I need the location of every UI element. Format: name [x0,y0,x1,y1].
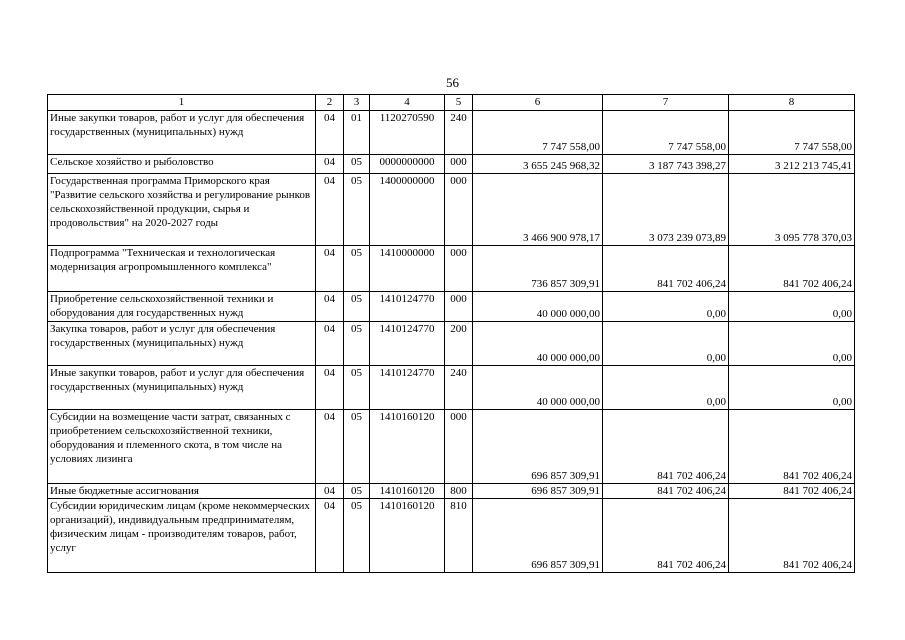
section-code-cell: 04 [316,246,344,292]
subsection-code-cell: 05 [344,155,370,174]
subsection-code-cell: 05 [344,499,370,573]
amount-cell: 841 702 406,24 [603,246,729,292]
expense-type-code-cell: 800 [445,484,473,499]
amount-cell: 0,00 [603,366,729,410]
row-name-cell: Иные бюджетные ассигнования [48,484,316,499]
subsection-code-cell: 05 [344,366,370,410]
header-cell: 6 [473,95,603,111]
header-cell: 7 [603,95,729,111]
header-cell: 8 [729,95,855,111]
section-code-cell: 04 [316,111,344,155]
section-code-cell: 04 [316,155,344,174]
amount-cell: 841 702 406,24 [603,499,729,573]
subsection-code-cell: 05 [344,322,370,366]
section-code-cell: 04 [316,292,344,322]
row-name-cell: Сельское хозяйство и рыболовство [48,155,316,174]
row-name-cell: Иные закупки товаров, работ и услуг для обеспечения государственных (муниципальных) нужд [48,111,316,155]
header-cell: 4 [370,95,445,111]
row-name-cell: Приобретение сельскохозяйственной техники и оборудования для государственных нужд [48,292,316,322]
target-item-code-cell: 1410160120 [370,484,445,499]
row-name-cell: Закупка товаров, работ и услуг для обеспечения государственных (муниципальных) нужд [48,322,316,366]
expense-type-code-cell: 000 [445,246,473,292]
page-number: 56 [446,75,459,90]
amount-cell: 7 747 558,00 [729,111,855,155]
amount-cell: 0,00 [603,322,729,366]
amount-cell: 841 702 406,24 [603,484,729,499]
table-row [48,174,855,246]
amount-cell: 736 857 309,91 [473,246,603,292]
subsection-code-cell: 05 [344,246,370,292]
amount-cell: 7 747 558,00 [473,111,603,155]
header-cell: 5 [445,95,473,111]
amount-cell: 3 466 900 978,17 [473,174,603,246]
row-name-cell: Подпрограмма "Техническая и технологическая модернизация агропромышленного комплекса" [48,246,316,292]
section-code-cell: 04 [316,410,344,484]
table-row [48,366,855,410]
row-name-cell: Субсидии юридическим лицам (кроме некоммерческих организаций), индивидуальным предпринимателям, физическим лицам - производителям товаров, работ, услуг [48,499,316,573]
row-name-cell: Государственная программа Приморского края "Развитие сельского хозяйства и регулирование рынков сельскохозяйственной продукции, сырья и продовольствия" на 2020-2027 годы [48,174,316,246]
table-row [48,322,855,366]
section-code-cell: 04 [316,499,344,573]
amount-cell: 0,00 [729,366,855,410]
expense-type-code-cell: 000 [445,155,473,174]
section-code-cell: 04 [316,174,344,246]
table-row [48,155,855,174]
row-name-cell: Субсидии на возмещение части затрат, связанных с приобретением сельскохозяйственной техники, оборудования и племенного скота, в том числе на условиях лизинга [48,410,316,484]
target-item-code-cell: 0000000000 [370,155,445,174]
target-item-code-cell: 1410124770 [370,366,445,410]
expense-type-code-cell: 810 [445,499,473,573]
amount-cell: 40 000 000,00 [473,322,603,366]
expense-type-code-cell: 000 [445,410,473,484]
amount-cell: 0,00 [729,322,855,366]
target-item-code-cell: 1410160120 [370,410,445,484]
amount-cell: 0,00 [603,292,729,322]
table-row [48,410,855,484]
target-item-code-cell: 1410160120 [370,499,445,573]
header-row [48,95,855,111]
target-item-code-cell: 1410124770 [370,292,445,322]
amount-cell: 3 655 245 968,32 [473,155,603,174]
amount-cell: 40 000 000,00 [473,366,603,410]
table-row [48,484,855,499]
amount-cell: 696 857 309,91 [473,499,603,573]
subsection-code-cell: 05 [344,292,370,322]
amount-cell: 3 073 239 073,89 [603,174,729,246]
target-item-code-cell: 1120270590 [370,111,445,155]
section-code-cell: 04 [316,366,344,410]
row-name-cell: Иные закупки товаров, работ и услуг для обеспечения государственных (муниципальных) нужд [48,366,316,410]
amount-cell: 3 187 743 398,27 [603,155,729,174]
header-cell: 3 [344,95,370,111]
subsection-code-cell: 05 [344,410,370,484]
expense-type-code-cell: 240 [445,111,473,155]
expense-type-code-cell: 000 [445,174,473,246]
expense-type-code-cell: 240 [445,366,473,410]
amount-cell: 841 702 406,24 [603,410,729,484]
amount-cell: 696 857 309,91 [473,410,603,484]
target-item-code-cell: 1410124770 [370,322,445,366]
amount-cell: 841 702 406,24 [729,484,855,499]
amount-cell: 841 702 406,24 [729,410,855,484]
table-row [48,246,855,292]
expense-type-code-cell: 000 [445,292,473,322]
subsection-code-cell: 05 [344,484,370,499]
header-cell: 2 [316,95,344,111]
amount-cell: 0,00 [729,292,855,322]
amount-cell: 696 857 309,91 [473,484,603,499]
budget-table [47,94,855,573]
header-cell: 1 [48,95,316,111]
target-item-code-cell: 1400000000 [370,174,445,246]
amount-cell: 3 212 213 745,41 [729,155,855,174]
section-code-cell: 04 [316,322,344,366]
section-code-cell: 04 [316,484,344,499]
amount-cell: 841 702 406,24 [729,246,855,292]
table-row [48,111,855,155]
target-item-code-cell: 1410000000 [370,246,445,292]
subsection-code-cell: 05 [344,174,370,246]
amount-cell: 3 095 778 370,03 [729,174,855,246]
amount-cell: 841 702 406,24 [729,499,855,573]
amount-cell: 40 000 000,00 [473,292,603,322]
subsection-code-cell: 01 [344,111,370,155]
table-row [48,499,855,573]
table-row [48,292,855,322]
expense-type-code-cell: 200 [445,322,473,366]
amount-cell: 7 747 558,00 [603,111,729,155]
